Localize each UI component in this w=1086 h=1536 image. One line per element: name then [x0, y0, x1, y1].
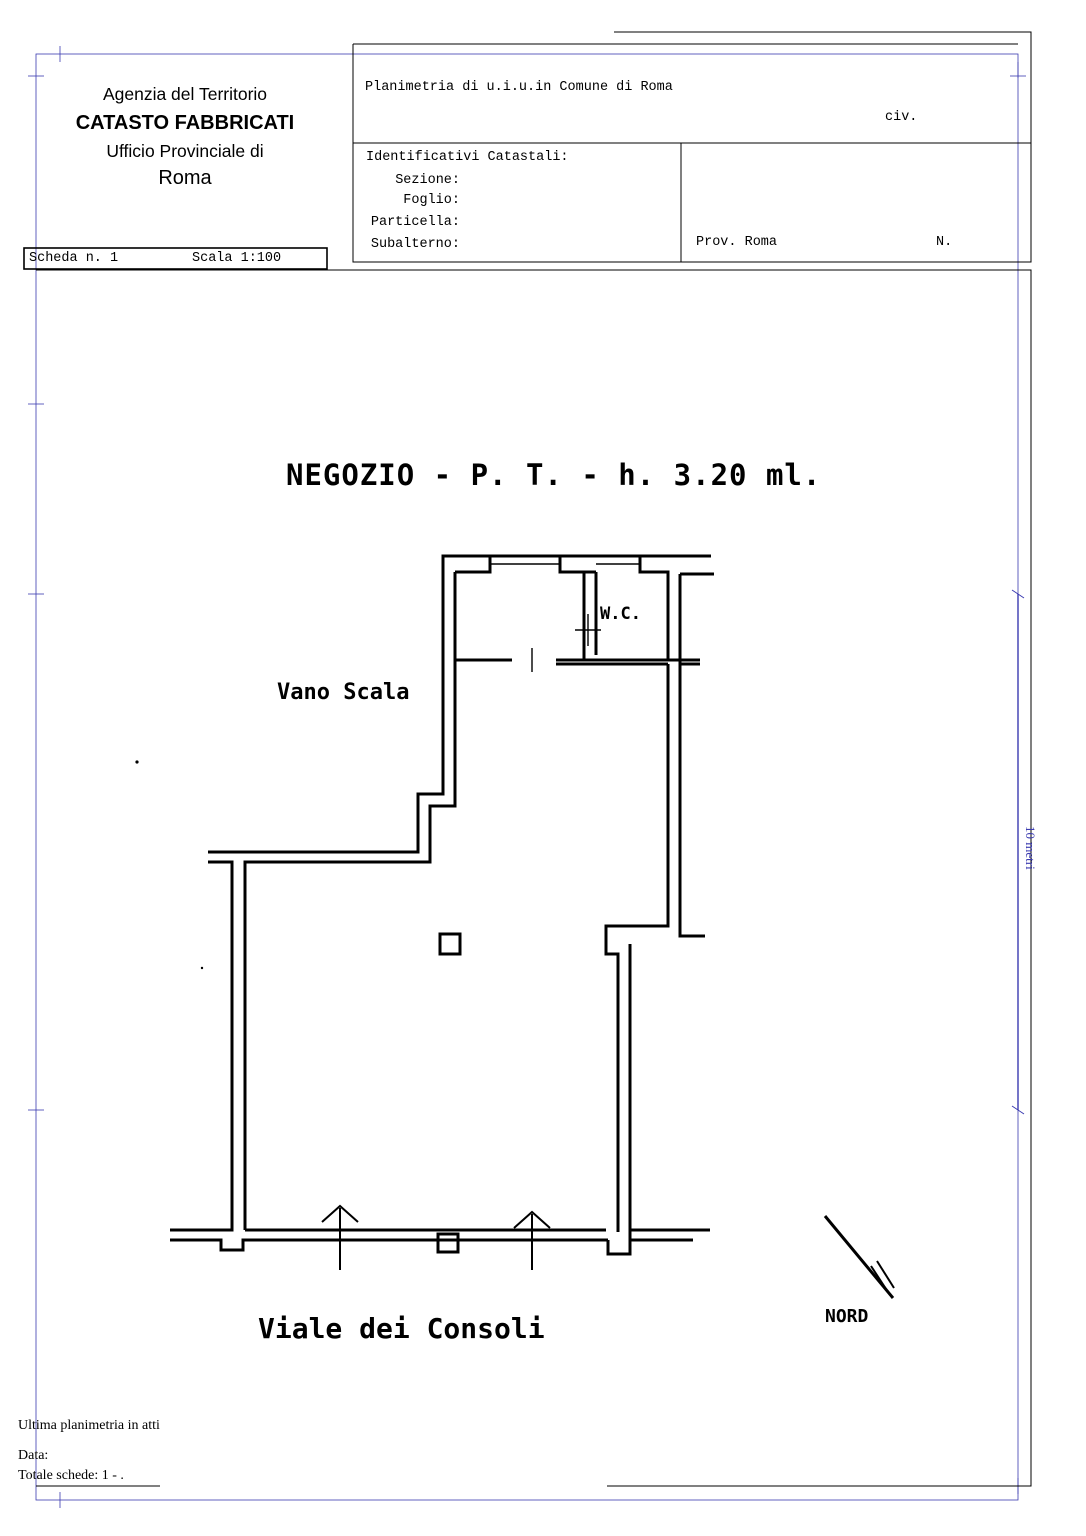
- stair-label: Vano Scala: [277, 680, 410, 705]
- scale-bar-label: 10 metri: [1023, 826, 1038, 870]
- civ-label: civ.: [885, 110, 918, 125]
- agency-name: Agenzia del Territorio: [102, 84, 268, 104]
- prov-label: Prov. Roma: [696, 235, 778, 250]
- total-sheets: Totale schede: 1 - .: [18, 1468, 124, 1483]
- header-boxes: [24, 32, 1031, 1486]
- street-label: Viale dei Consoli: [258, 1312, 545, 1345]
- foglio-label: Foglio:: [403, 193, 460, 208]
- guide-frame: [28, 46, 1026, 1508]
- subalterno-label: Subalterno:: [370, 237, 460, 252]
- date-label: Data:: [18, 1448, 49, 1463]
- identificativi-title: Identificativi Catastali:: [366, 150, 569, 165]
- catasto-title: CATASTO FABBRICATI: [75, 112, 295, 134]
- north-arrow-icon: [825, 1216, 894, 1298]
- n-label: N.: [936, 235, 953, 250]
- planimetria-title: Planimetria di u.i.u.in Comune di Roma: [365, 80, 673, 95]
- drawing-title: NEGOZIO - P. T. - h. 3.20 ml.: [286, 458, 822, 492]
- particella-label: Particella:: [370, 215, 460, 230]
- office-name: Ufficio Provinciale di: [106, 141, 264, 161]
- scale-label: Scala 1:100: [192, 251, 282, 266]
- north-label: NORD: [825, 1306, 869, 1327]
- last-plan-note: Ultima planimetria in atti: [18, 1418, 160, 1433]
- wc-label: W.C.: [600, 604, 641, 624]
- scheda-number: Scheda n. 1: [29, 251, 119, 266]
- entrance-arrows: [322, 1206, 550, 1270]
- specks: [135, 760, 203, 969]
- sezione-label: Sezione:: [395, 173, 460, 188]
- floor-plan-walls: [170, 556, 714, 1254]
- office-city: Roma: [158, 167, 212, 189]
